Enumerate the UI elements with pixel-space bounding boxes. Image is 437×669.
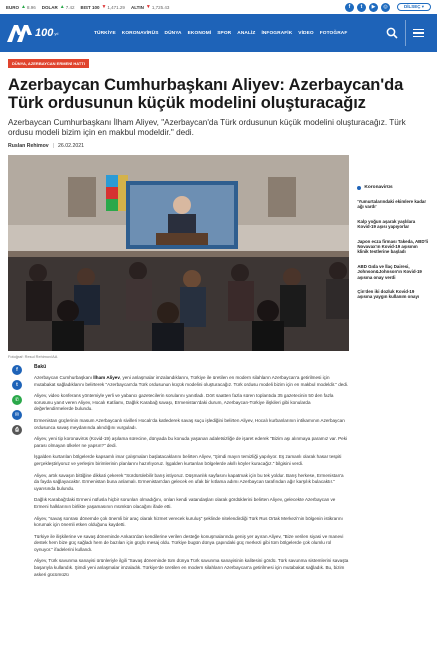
paragraph: Aliyev, "savaş sonrası dönemde çok önemli bir araç olarak hizmet verecek kuruluş" şeklinde nitelendirdiği Türk Rus Ortak Merkezi'nin bölgenin istikrarını korumak için önemli etken olduğunu kaydetti.: [34, 515, 343, 528]
social-links: [345, 3, 431, 12]
sidebar-news-item[interactable]: Çin'den iki dozluk Kovid-19 aşısına yaygın kullanım onayı: [357, 289, 420, 300]
paragraph: Dağlık Karabağ'daki Ermeni nüfusla hiçbir sorunları olmadığını, onları kendi vatandaşları olarak gördüklerini belirten Aliyev, gelecekte Azerbaycan ve Ermeni halklarının birlikte yaşamasının mümkün olacağını ifade etti.: [34, 497, 336, 509]
category-badge[interactable]: DÜNYA, AZERBAYCAN ERMENİ HATTI: [8, 59, 89, 68]
main-navbar: [0, 14, 437, 52]
paragraph: Azerbaycan Cumhurbaşkanı İlham Aliyev, yeni anlaşmalar imzalandıklarını, Türkiye ile üretilen en modern silahların Azerbaycan'a getirilmesi için mutabakat sağladıklarını belirterek "Azerbaycan'da Türk ordusunun küçük modelini oluşturacağız. Türk ordusu modeli bizim için en makbul modeldir." dedi.: [34, 375, 349, 387]
nav-item-spor[interactable]: SPOR: [217, 30, 232, 36]
sidebar-koronavirus: [357, 155, 429, 351]
ticker-altin: ALTIN ▼ 1,725.43: [130, 4, 170, 10]
nav-item-koronavirus[interactable]: KORONAVİRÜS: [121, 30, 159, 36]
sidebar-news-item[interactable]: Japon ecza firması Takeda, ABD'li Novavax'ın Kovid-19 aşısının klinik testlerine başladı: [357, 238, 428, 255]
twitter-icon[interactable]: t: [357, 3, 366, 12]
paragraph: Aliyev, yeni tip koronavirüs (Kovid-19) aşılama sürecine, dünyada bu konuda yaşanan adaletsizliğe de işaret ederek "Bizim aşı alınmaya paramız var. Peki parası olmayan ülkeler ne yapsın?" dedi.: [34, 436, 348, 448]
article-body-row: [8, 364, 429, 578]
sidebar-news-item[interactable]: 'Yumurtalarındaki ekimlere kadar ağı vardı': [357, 199, 427, 210]
article-page: [0, 52, 437, 578]
paragraph: Aliyev, Türk savunma sanayisi ürünleriyle ilgili "Savaş döneminde tüm dünya Türk savunma sanayisinin kalitesini gördü. Türk savunma sistemlerini savaşta başarıyla kullandık. Şimdi yeni anlaşmalar imzaladık. Türkiye'de üretilen en modern silahların Azerbaycan'a getirilmesi için mutabakat sağladık. Bu, bizim askeri gücümüzü: [34, 558, 349, 577]
market-ticker: [0, 0, 437, 14]
author-name[interactable]: Ruslan Rehimov: [8, 143, 49, 149]
publish-date: 26.02.2021: [58, 143, 84, 149]
aa-logo[interactable]: 100 yıl: [6, 23, 88, 43]
nav-item-dunya[interactable]: DÜNYA: [164, 30, 182, 36]
meta-separator: |: [52, 143, 55, 149]
whatsapp-icon[interactable]: ✆: [12, 395, 22, 405]
photo-illustration: [8, 155, 349, 351]
bullet-dot-icon: [357, 186, 361, 190]
sidebar-heading[interactable]: Koronavirüs: [357, 185, 429, 190]
ticker-euro: EURO ▲ 8.96: [6, 4, 36, 10]
facebook-icon[interactable]: f: [345, 3, 354, 12]
arrow-up-icon: ▲: [21, 4, 26, 10]
twitter-icon[interactable]: t: [12, 380, 22, 390]
paragraph: Aliyev, artık savaşın bittiğine dikkati çekerek "Sürdürülebilir barış istiyoruz. Düşmanlık sayfasını kapatmak için bu tek yoldur. Barış herkese, Ermenistan'a da fayda sağlayacaktır. Ermenistan buna anlamalı. Ermenistan'dan gelecek en ufak bir kıtlama adımı Azerbaycan tarafından ağır karşılık bulacaktır." uyarısında bulundu.: [34, 472, 344, 491]
paragraph: Ermenistan güçlerinin masum Azerbaycanlı sivilleri Hocalı'da katlederek savaş suçu işlediğini belirten Aliyev, Hocalı kurbanlarının intikamının Azerbaycan ordusunca savaş meydanında alındığını vurguladı.: [34, 417, 345, 430]
mail-icon[interactable]: ✉: [12, 410, 22, 420]
aa-logo-mark: [6, 23, 32, 43]
nav-item-video[interactable]: VİDEO: [298, 30, 314, 36]
article-summary: Azerbaycan Cumhurbaşkanı İlham Aliyev, "Azerbaycan'da Türk ordusunun küçük modelini oluşturacağız. Türk ordusu modeli bizim için en makbul modeldir." dedi.: [8, 118, 406, 137]
arrow-down-icon: ▼: [145, 4, 151, 10]
nav-item-ekonomi[interactable]: EKONOMİ: [187, 30, 212, 36]
arrow-up-icon: ▲: [59, 4, 65, 10]
article-title: Azerbaycan Cumhurbaşkanı Aliyev: Azerbaycan'da Türk ordusunun küçük modelini oluşturacağız: [8, 76, 404, 112]
nav-item-infografik[interactable]: İNFOGRAFİK: [261, 30, 293, 36]
nav-item-turkiye[interactable]: TÜRKİYE: [94, 30, 116, 36]
paragraph: Türkiye ile ilişkilerine ve savaş döneminde Ankara'dan kendilerine verilen desteğe konuşmalarında geniş yer ayıran Aliyev, "Bize verilen siyasi ve manevi destek hem bize güç sağladı hem de bazıları için güçlü mesaj oldu. Türkiye bugün dünya çapındaki güç merkezi gibi tüm bölgelerde çok olumlu rol oynuyor." ifadelerini kullandı.: [34, 533, 344, 552]
sidebar-news-item[interactable]: Kalp yoğun aşarak yaşlılara Kovid-19 aşısı yapıyorlar: [357, 218, 416, 230]
article-body: [34, 364, 349, 578]
search-button[interactable]: [385, 26, 399, 40]
facebook-icon[interactable]: f: [12, 365, 22, 375]
main-nav: [94, 31, 347, 36]
article-meta: [8, 143, 429, 149]
photo-caption: Fotoğraf: Resul Rehimov/AA: [8, 354, 58, 359]
language-select[interactable]: DİLSEÇ ▾: [397, 3, 431, 11]
ticker-dolar: DOLAR ▲ 7.42: [41, 4, 75, 10]
share-bar: [8, 364, 26, 578]
search-icon: [386, 27, 398, 39]
dateline: Bakü: [34, 364, 47, 370]
nav-item-analiz[interactable]: ANALİZ: [237, 30, 256, 36]
paragraph: Aliyev, video konferans yöntemiyle yerli ve yabancı gazetecilerin sorularını yanıtladı. Dört saatten fazla süren toplantıda 35 gazetecinin 50 den fazla sorusunu yanıt veren Aliyev, Hocalı Katliamı, Dağlık Karabağ savaşı, Ermenistan'daki durum, Azerbaycan-Türkiye ilişkileri gibi konularda değerlendirmelerde bulundu.: [34, 393, 334, 412]
article-photo[interactable]: [8, 155, 349, 351]
youtube-icon[interactable]: ▶: [369, 3, 378, 12]
media-row: [8, 155, 429, 351]
ticker-bist: BIST 100 ▼ 1,471.29: [80, 4, 125, 10]
arrow-down-icon: ▼: [101, 4, 107, 10]
sidebar-news-item[interactable]: ABD Gıda ve İlaç Dairesi, Johnson&Johnson'ın Kovid-19 aşısına onay verdi: [357, 263, 422, 280]
hamburger-menu-icon[interactable]: [405, 20, 431, 46]
instagram-icon[interactable]: ◎: [381, 3, 390, 12]
nav-item-fotograf[interactable]: FOTOĞRAF: [319, 30, 348, 36]
print-icon[interactable]: ⎙: [12, 425, 22, 435]
paragraph: İşgalden kurtarılan bölgelerde kapsamlı imar çalışmaları başlatacaklarını belirten Aliyev, "Şimdi mayın temizliği yapılıyor. Eş zamanlı olarak hasar tespiti gerçekleştiriyoruz ve yerleşim birimlerinin planlarını hazırlıyoruz. İşgalden kurtarılan bölgelerde akıllı köyler kuracağız." bilgisini verdi.: [34, 454, 342, 466]
